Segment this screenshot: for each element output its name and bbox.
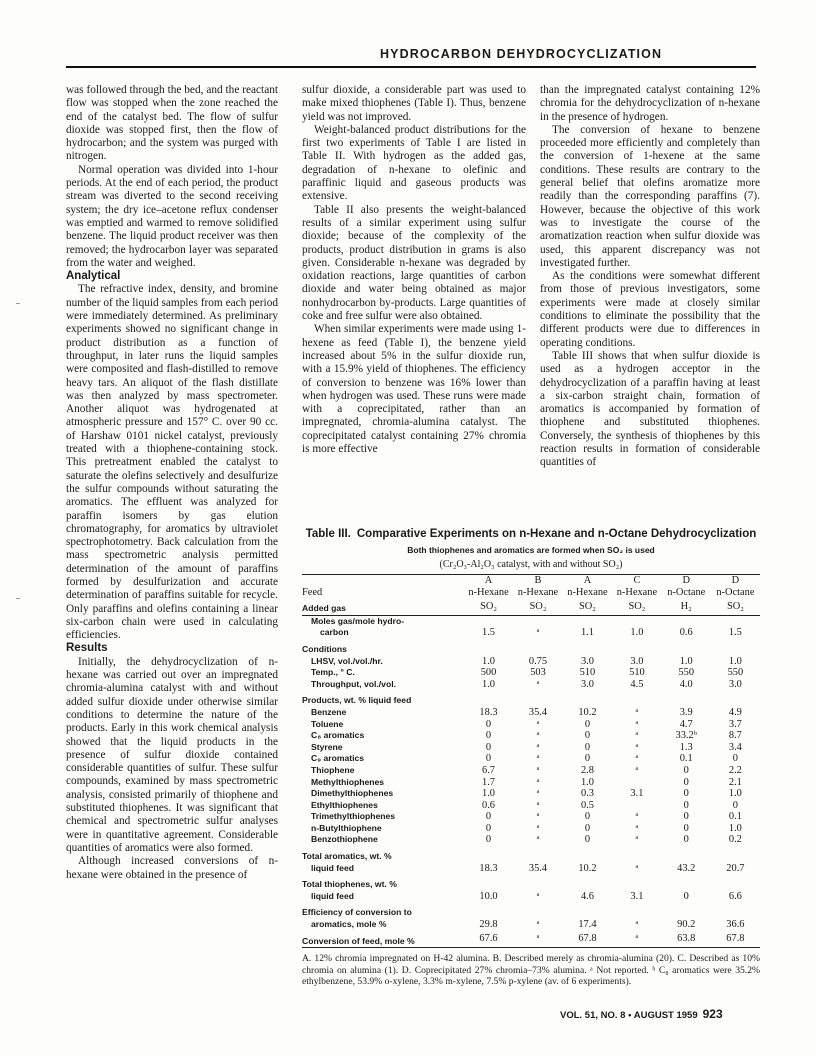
table-cell: 29.8 — [479, 919, 498, 931]
table-cell — [513, 902, 562, 919]
table-cell: C — [633, 575, 641, 586]
table-cell: 35.4 — [528, 862, 548, 874]
table-cell — [612, 874, 661, 891]
table-row — [302, 800, 760, 812]
section-heading-results: Results — [66, 642, 108, 655]
table-row — [302, 753, 760, 765]
table-cell: 0 — [683, 890, 689, 902]
table-cell: 0 — [683, 776, 689, 788]
table-cell: n-Hexane — [567, 586, 608, 598]
paragraph: Table III shows that when sulfur dioxide is used as a hydrogen acceptor in the dehydrocyclization of a paraffin having at least a six-carbon straight chain, formation of aromatics is accompanied by formation of thiophene and substituted thiophenes. Conversely, the synthesis of thiophenes by this reaction results in formation of considerable quantities of — [540, 349, 760, 469]
table-cell — [513, 846, 562, 863]
table-cell — [612, 615, 661, 627]
table-cell: ᵃ — [536, 730, 540, 742]
table-cell — [662, 846, 711, 863]
table-cell — [563, 874, 612, 891]
paragraph: sulfur dioxide, a considerable part was used to make mixed thiophenes (Table I). Thus, benzene yield was not improved. — [302, 84, 526, 123]
table-row — [302, 656, 760, 668]
table-cell — [612, 777, 661, 789]
table-cell: 3.0 — [728, 678, 742, 690]
table-row — [302, 834, 760, 846]
table-cell: ᵃ — [536, 811, 540, 823]
table-cell: n-Hexane — [616, 586, 658, 598]
row-label: C₉ aromatics — [311, 753, 365, 764]
table-cell: ᵃ — [536, 822, 540, 834]
table-cell: ᵃ — [536, 788, 540, 800]
table-cell: SO₂ — [464, 598, 513, 615]
table-cell: D — [682, 575, 690, 586]
table-cell: 2.1 — [728, 776, 742, 788]
table-cell: 3.4 — [728, 741, 742, 753]
table-cell: B — [534, 575, 542, 586]
table-subtitle-2: (Cr₂O₃-Al₂O₃ catalyst, with and without SO₂) — [439, 559, 623, 570]
table-cell — [612, 902, 661, 919]
row-label: liquid feed — [311, 890, 354, 901]
table-cell: ᵃ — [536, 834, 540, 846]
table-cell: ᵃ — [635, 753, 639, 765]
table-cell: 0.6 — [679, 627, 693, 639]
table-cell: SO₂ — [563, 598, 612, 615]
table-row — [302, 615, 760, 627]
table-cell: 18.3 — [479, 706, 498, 718]
row-label: Throughput, vol./vol. — [311, 678, 396, 689]
paragraph: Although increased conversions of n-hexane were obtained in the presence of — [66, 855, 278, 881]
table-row — [302, 902, 760, 919]
table-cell — [563, 615, 612, 627]
table-cell: SO₂ — [711, 598, 760, 615]
table-cell — [464, 690, 513, 707]
table-cell: 0 — [683, 799, 689, 811]
row-label: aromatics, mole % — [311, 919, 387, 930]
table-subtitle: Both thiophenes and aromatics are formed when SO₂ is used — [407, 545, 655, 555]
table-cell: 1.1 — [580, 627, 594, 639]
table-cell: ᵃ — [635, 718, 639, 730]
header-rule — [66, 66, 756, 68]
table-cell — [711, 846, 760, 863]
row-label: Ethylthiophenes — [311, 799, 378, 810]
table-cell: 1.0 — [630, 627, 644, 639]
table-cell: 43.2 — [677, 862, 696, 874]
table-cell — [464, 846, 513, 863]
table-cell: 0 — [683, 764, 689, 776]
row-label: carbon — [320, 627, 349, 638]
row-label: Conditions — [302, 643, 347, 654]
table-row — [302, 587, 760, 599]
row-label: Temp., ° C. — [311, 667, 355, 678]
table-cell: 0 — [683, 822, 689, 834]
table-cell — [464, 874, 513, 891]
table-cell — [711, 690, 760, 707]
table-cell — [513, 690, 562, 707]
table-cell: 67.8 — [578, 933, 597, 945]
table-cell: 4.0 — [679, 678, 693, 690]
table-cell: 0 — [683, 834, 689, 846]
table-cell: 36.6 — [726, 919, 745, 931]
table-cell — [464, 902, 513, 919]
table-cell — [563, 846, 612, 863]
table-cell: 0 — [584, 822, 591, 834]
table-row — [302, 874, 760, 891]
table-cell: 0 — [485, 811, 492, 823]
row-label: Styrene — [311, 741, 343, 752]
table-row — [302, 639, 760, 656]
table-cell: ᵃ — [635, 764, 639, 776]
paragraph: Normal operation was divided into 1-hour periods. At the end of each period, the product stream was diverted to the second receiving system; the dry ice–acetone reflux condenser was emptied and warmed to remove solidified benzene. The liquid product receiver was then removed; the hydrocarbon layer was separated from the water and weighed. — [66, 163, 278, 269]
table-cell: 0 — [584, 718, 591, 730]
table-cell: 3.0 — [580, 678, 594, 690]
row-label: Total aromatics, wt. % — [302, 851, 392, 862]
table-cell: ᵃ — [536, 627, 540, 639]
journal-issue: VOL. 51, NO. 8 • AUGUST 1959 — [560, 1010, 698, 1021]
table-cell: 3.0 — [630, 655, 644, 667]
table-cell: ᵃ — [635, 811, 639, 823]
table-cell: n-Octane — [716, 586, 755, 598]
table-cell: 0 — [485, 718, 492, 730]
margin-mark — [16, 303, 20, 304]
table-cell — [513, 874, 562, 891]
table-row — [302, 598, 760, 615]
column-3 — [540, 84, 760, 470]
table-row — [302, 846, 760, 863]
table-cell: 35.4 — [528, 706, 548, 718]
table-cell — [464, 615, 513, 627]
table-cell: ᵃ — [635, 730, 639, 742]
column-1 — [66, 84, 278, 882]
table-cell: 10.0 — [479, 890, 498, 902]
table-cell: D — [731, 575, 740, 586]
row-label: Trimethylthiophenes — [311, 811, 396, 822]
row-label: n-Butylthiophene — [311, 822, 382, 833]
table-cell: 0.6 — [482, 799, 496, 811]
table-cell: 1.3 — [679, 741, 693, 753]
table-cell: 67.6 — [479, 933, 498, 945]
table-cell: 0 — [584, 811, 591, 823]
table-cell — [662, 690, 711, 707]
table-cell: 0 — [485, 741, 492, 753]
running-header-title: HYDROCARBON DEHYDROCYCLIZATION — [380, 47, 663, 61]
table-cell — [612, 639, 661, 656]
table-cell: n-Hexane — [517, 586, 559, 598]
table-row — [302, 627, 760, 639]
table-cell: ᵃ — [635, 862, 639, 874]
table-cell: 0.5 — [580, 799, 594, 811]
table-cell: ᵃ — [536, 890, 540, 902]
table-row — [302, 891, 760, 903]
table-cell — [612, 846, 661, 863]
table-cell: 3.1 — [630, 788, 644, 800]
table-row — [302, 811, 760, 823]
table-title: Comparative Experiments on n-Hexane and n-Octane Dehydrocyclization — [356, 528, 757, 540]
table-cell: 4.9 — [728, 706, 742, 718]
table-cell: 6.7 — [482, 764, 496, 776]
table-cell: 3.7 — [728, 718, 742, 730]
table-cell: 1.5 — [728, 627, 742, 639]
margin-mark — [16, 598, 20, 599]
row-label: Efficiency of conversion to — [302, 907, 412, 918]
table-cell: 0 — [584, 753, 591, 765]
table-cell: 4.6 — [580, 890, 594, 902]
paragraph: than the impregnated catalyst containing 12% chromia for the dehydrocyclization of n-hexane in the presence of hydrogen. — [540, 84, 760, 123]
paragraph: The conversion of hexane to benzene proceeded more efficiently and completely than the conversion of 1-hexene at the same conditions. These results are contrary to the general belief that olefins aromatize more readily than the corresponding paraffins (7). However, because the objective of this work was to investigate the course of the aromatization reaction when sulfur dioxide was used, this apparent discrepancy was not investigated further. — [540, 123, 760, 269]
table-row — [302, 575, 760, 587]
data-table — [302, 574, 760, 948]
row-label: Dimethylthiophenes — [311, 788, 394, 799]
table-cell: ᵃ — [635, 822, 639, 834]
table-cell: ᵃ — [536, 753, 540, 765]
page-number: 923 — [702, 1007, 723, 1021]
table-cell: ᵃ — [536, 764, 540, 776]
table-cell: 0.3 — [580, 788, 594, 800]
table-cell: 510 — [579, 667, 596, 679]
paragraph: Initially, the dehydrocyclization of n-hexane was carried out over an impregnated chromia-alumina catalyst with and without added sulfur dioxide under otherwise similar conditions to determine the nature of the products. Early in this work chemical analysis showed that the liquid products in the presence of sulfur dioxide contained considerable quantities of sulfur. These sulfur compounds, examined by mass spectrometric analysis, consisted primarily of thiophene and substituted thiophenes. It was significant that chemical and spectrometric sulfur analyses were in quantitative agreement. Considerable quantities of aromatics were also formed. — [66, 655, 278, 854]
table-cell: 0 — [485, 730, 492, 742]
table-row — [302, 919, 760, 931]
table-row — [302, 690, 760, 707]
table-cell: 4.7 — [679, 718, 693, 730]
row-label: liquid feed — [311, 862, 354, 873]
table-cell: 1.5 — [482, 627, 496, 639]
table-cell: 1.7 — [482, 776, 496, 788]
table-cell: ᵃ — [536, 718, 540, 730]
table-row — [302, 777, 760, 789]
table-row — [302, 667, 760, 679]
table-cell: 550 — [727, 667, 744, 679]
table-cell: ᵃ — [635, 706, 639, 718]
table-cell: 1.0 — [679, 655, 693, 667]
table-cell: 1.0 — [728, 822, 742, 834]
table-cell: 0 — [584, 741, 591, 753]
table-cell — [513, 639, 562, 656]
table-cell: SO₂ — [612, 598, 661, 615]
page-footer — [560, 1007, 723, 1021]
table-row — [302, 707, 760, 719]
table-cell: 0 — [485, 753, 492, 765]
table-cell: 20.7 — [726, 862, 745, 874]
table-cell: ᵃ — [536, 741, 540, 753]
paragraph: was followed through the bed, and the reactant flow was stopped when the zone reached the end of the catalyst bed. The flow of sulfur dioxide was stopped first, then the flow of hydrocarbon; and the system was purged with nitrogen. — [66, 84, 278, 163]
table-row — [302, 788, 760, 800]
table-cell: n-Hexane — [468, 586, 509, 598]
table-cell: 4.5 — [630, 678, 644, 690]
table-cell: ᵃ — [635, 834, 639, 846]
table-cell: 1.0 — [728, 788, 742, 800]
table-cell: 90.2 — [677, 919, 696, 931]
table-cell: 33.2ᵇ — [675, 730, 697, 742]
table-cell: 1.0 — [482, 678, 496, 690]
table-row — [302, 931, 760, 948]
table-cell: SO₂ — [513, 598, 562, 615]
row-label: C₈ aromatics — [311, 730, 365, 741]
table-row — [302, 863, 760, 875]
table-cell — [464, 639, 513, 656]
table-cell: 0 — [485, 834, 492, 846]
table-cell — [662, 639, 711, 656]
row-label: Benzothiophene — [311, 834, 378, 845]
table-cell: 1.0 — [728, 655, 742, 667]
table-cell: ᵃ — [635, 919, 639, 931]
table-notes: A. 12% chromia impregnated on H-42 alumina. B. Described merely as chromia-alumina (20). C. Described as 10% chromia on alumina (1). D. Coprecipitated 27% chromia–73% alumina. ᵃ Not reported. ᵇ C₈ aromatics were 35.2% ethylbenzene, 53.9% o-xylene, 3.3% m-xylene, 7.5% p-xylene (av. of 6 experiments). — [302, 953, 760, 988]
table-cell: 3.9 — [679, 706, 693, 718]
row-label: Conversion of feed, mole % — [302, 935, 415, 946]
table-cell: 10.2 — [578, 706, 597, 718]
table-cell — [662, 874, 711, 891]
table-row — [302, 719, 760, 731]
table-cell — [612, 800, 661, 812]
table-cell: 0.1 — [728, 811, 742, 823]
table-cell: ᵃ — [536, 919, 540, 931]
table-caption — [302, 528, 760, 541]
row-label: Feed — [302, 586, 323, 598]
table-cell: 0.2 — [728, 834, 742, 846]
table-cell: ᵃ — [536, 933, 540, 945]
paragraph: Weight-balanced product distributions for the first two experiments of Table I are listed in Table II. With hydrogen as the added gas, degradation of n-hexane to olefinic and paraffinic liquid and gaseous products was extensive. — [302, 123, 526, 203]
table-cell: ᵃ — [635, 933, 639, 945]
table-cell: 2.2 — [728, 764, 742, 776]
table-cell: 500 — [480, 667, 497, 679]
table-cell — [711, 615, 760, 627]
table-number: Table III. — [305, 528, 351, 540]
table-cell: 503 — [530, 667, 546, 679]
paragraph: As the conditions were somewhat different from those of previous investigators, some experiments were made at closely similar conditions to eliminate the possibility that the different products were due to differences in operating conditions. — [540, 270, 760, 349]
table-cell: 6.6 — [728, 890, 742, 902]
table-cell — [662, 615, 711, 627]
table-cell: 17.4 — [578, 919, 597, 931]
paragraph: The refractive index, density, and bromine number of the liquid samples from each period were immediately determined. As preliminary experiments showed no significant change in product distribution as a function of throughput, in later runs the liquid samples were composited and flash-distilled to remove heavy tars. An aliquot of the flash distillate was then analyzed by mass spectrometer. Another aliquot was hydrogenated at atmospheric pressure and 157° C. over 90 cc. of Harshaw 0101 nickel catalyst, previously treated with a thiophene-containing stock. This pretreatment enabled the catalyst to saturate the olefins selectively and desulfurize the sulfur compounds without saturating the aromatics. The effluent was analyzed for paraffin isomers by gas elution chromatography, for aromatics by ultraviolet spectrophotometry. Back calculation from the mass spectrometric analysis permitted determination of the amount of paraffins formed by desulfurization and accurate determination of paraffins suitable for recycle. Only paraffins and olefins containing a linear six-carbon chain were used in calculating efficiencies. — [66, 283, 278, 642]
table-cell: 0 — [584, 730, 591, 742]
table-cell: 0 — [683, 788, 689, 800]
table-cell — [662, 902, 711, 919]
table-cell: 67.8 — [726, 933, 745, 945]
table-cell: 0 — [732, 799, 738, 811]
table-row — [302, 730, 760, 742]
row-label: Moles gas/mole hydro- — [311, 615, 405, 626]
table-cell: 0.1 — [679, 753, 693, 765]
table-cell: 8.7 — [728, 730, 742, 742]
table-row — [302, 765, 760, 777]
table-cell: n-Octane — [667, 586, 706, 598]
table-cell — [563, 690, 612, 707]
table-cell — [711, 902, 760, 919]
table-iii — [302, 528, 760, 987]
table-cell — [711, 874, 760, 891]
paragraph: Table II also presents the weight-balanced results of a similar experiment using sulfur dioxide; because of the complexity of the products, product distribution in grams is also given. Considerable n-hexane was degraded by oxidation reactions, large quantities of carbon dioxide and water being obtained as major nonhydrocarbon by-products. Large quantities of coke and free sulfur were also obtained. — [302, 203, 526, 323]
paragraph: When similar experiments were made using 1-hexene as feed (Table I), the benzene yield increased about 5% in the sulfur dioxide run, with a 15.9% yield of thiophenes. The efficiency of conversion to benzene was 16% lower than when hydrogen was used. These runs were made with a coprecipitated, rather than an impregnated, chromia-alumina catalyst. The coprecipitated catalyst containing 27% chromia is more effective — [302, 323, 526, 456]
table-cell: 1.0 — [482, 788, 496, 800]
row-label — [302, 575, 464, 587]
table-cell: 0 — [732, 753, 738, 765]
row-label: Added gas — [302, 598, 464, 615]
table-cell: H₂ — [662, 598, 711, 615]
table-cell: 63.8 — [677, 933, 696, 945]
section-heading-analytical: Analytical — [66, 270, 121, 283]
table-cell — [612, 690, 661, 707]
table-row — [302, 823, 760, 835]
table-cell: 0 — [485, 822, 492, 834]
table-cell: 1.0 — [580, 776, 594, 788]
column-2 — [302, 84, 526, 456]
table-cell — [563, 639, 612, 656]
table-cell: ᵃ — [536, 799, 540, 811]
table-cell: 18.3 — [479, 862, 498, 874]
row-label: Thiophene — [311, 764, 355, 775]
table-cell: 3.1 — [630, 890, 644, 902]
row-label: Methylthiophenes — [311, 776, 385, 787]
table-cell: A — [583, 575, 592, 586]
table-cell: 0 — [683, 811, 689, 823]
table-cell: 0.75 — [528, 655, 548, 667]
table-cell — [563, 902, 612, 919]
table-cell: ᵃ — [536, 678, 540, 690]
table-cell — [711, 639, 760, 656]
row-label: Benzene — [311, 706, 347, 717]
table-cell — [513, 615, 562, 627]
table-cell: A — [484, 575, 493, 586]
table-cell: ᵃ — [635, 741, 639, 753]
row-label: Toluene — [311, 718, 344, 729]
table-cell: 1.0 — [482, 655, 496, 667]
row-label: Total thiophenes, wt. % — [302, 879, 397, 890]
table-cell: ᵃ — [536, 776, 540, 788]
table-row — [302, 742, 760, 754]
table-cell: 10.2 — [578, 862, 597, 874]
table-row — [302, 679, 760, 691]
table-cell: 3.0 — [580, 655, 594, 667]
row-label: LHSV, vol./vol./hr. — [311, 655, 383, 666]
table-cell: 550 — [678, 667, 695, 679]
table-cell: 510 — [629, 667, 645, 679]
row-label: Products, wt. % liquid feed — [302, 695, 412, 706]
table-cell: 2.8 — [580, 764, 594, 776]
table-cell: 0 — [584, 834, 591, 846]
